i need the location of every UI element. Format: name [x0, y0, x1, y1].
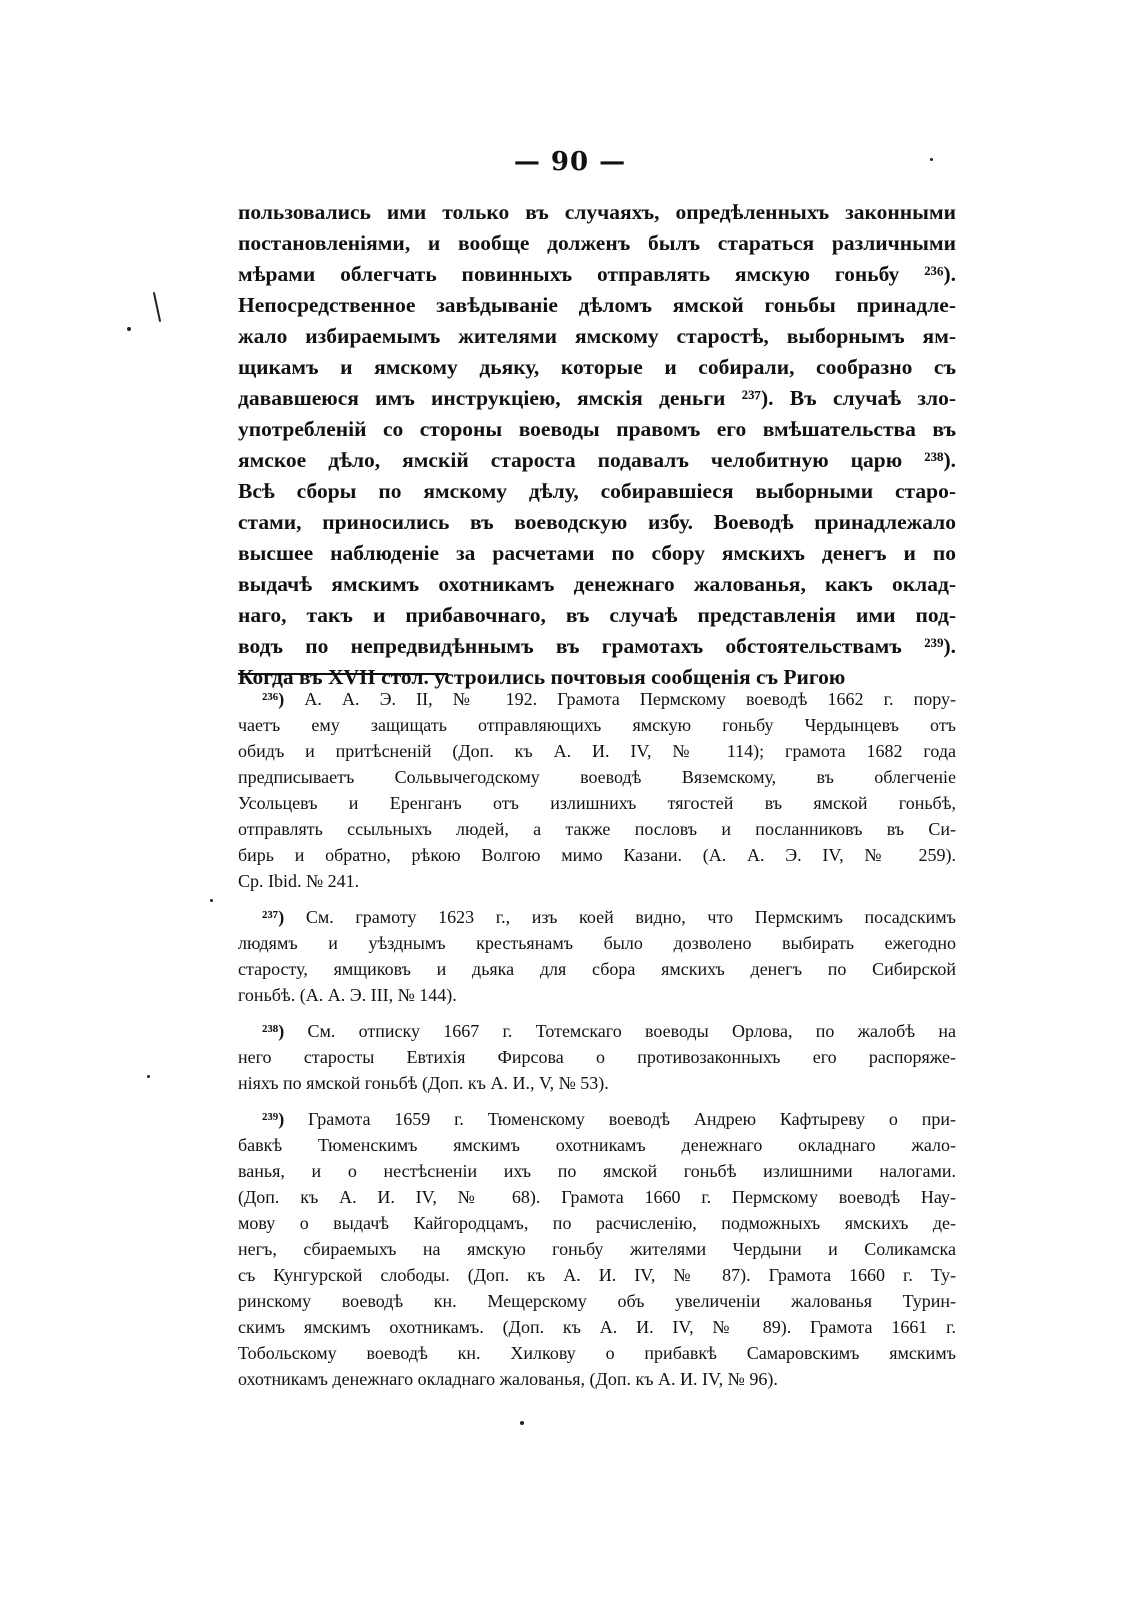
body-text — [238, 197, 956, 693]
scan-mark — [153, 292, 161, 322]
footnote-line: ніяхъ по ямской гоньбѣ (Доп. къ А. И., V, № 53). — [238, 1073, 609, 1093]
footnotes — [238, 686, 956, 1402]
footnote-line — [238, 686, 956, 712]
footnote-239 — [238, 1106, 956, 1392]
footnote-text: См. отписку 1667 г. Тотемскаго воеводы Орлова, по жалобѣ на — [307, 1021, 956, 1041]
footnote-line: людямъ и уѣзднымъ крестьянамъ было дозволено выбирать ежегодно — [238, 933, 956, 953]
scan-speck — [147, 1075, 150, 1078]
scan-speck — [210, 899, 213, 902]
body-line: щикамъ и ямскому дьяку, которые и собирали, сообразно съ — [238, 355, 956, 379]
footnote-line: ванья, и о нестѣсненіи ихъ по ямской гоньбѣ излишними налогами. — [238, 1161, 956, 1181]
page-number: — 90 — — [513, 147, 627, 177]
footnote-line: мову о выдачѣ Кайгородцамъ, по расчисленію, подможныхъ ямскихъ де- — [238, 1213, 956, 1233]
footnote-line: ринскому воеводѣ кн. Мещерскому объ увеличеніи жалованья Турин- — [238, 1291, 956, 1311]
body-line: выдачѣ ямскимъ охотникамъ денежнаго жалованья, какъ оклад- — [238, 572, 956, 596]
footnote-line: съ Кунгурской слободы. (Доп. къ А. И. IV, № 87). Грамота 1660 г. Ту- — [238, 1265, 956, 1285]
footnote-marker: ²³⁶) — [262, 689, 285, 709]
body-line: жало избираемымъ жителями ямскому старостѣ, выборнымъ ям- — [238, 324, 956, 348]
body-line: постановленіями, и вообще долженъ былъ стараться различными — [238, 231, 956, 255]
footnote-marker: ²³⁷) — [262, 907, 285, 927]
footnote-line — [238, 1018, 956, 1044]
body-line: высшее наблюденіе за расчетами по сбору ямскихъ денегъ и по — [238, 541, 956, 565]
footnote-line: Усольцевъ и Еренганъ отъ излишнихъ тягостей въ ямской гоньбѣ, — [238, 793, 956, 813]
body-line: дававшеюся имъ инструкціею, ямскія деньги ²³⁷). Въ случаѣ зло- — [238, 386, 956, 410]
footnote-line: старосту, ямщиковъ и дьяка для сбора ямскихъ денегъ по Сибирской — [238, 959, 956, 979]
body-line: ямское дѣло, ямскій староста подавалъ челобитную царю ²³⁸). — [238, 448, 956, 472]
footnote-line: бавкѣ Тюменскимъ ямскимъ охотникамъ денежнаго окладнаго жало- — [238, 1135, 956, 1155]
scan-speck — [930, 158, 933, 161]
footnote-line: охотникамъ денежнаго окладнаго жалованья, (Доп. къ А. И. IV, № 96). — [238, 1369, 778, 1389]
footnote-line: (Доп. къ А. И. IV, № 68). Грамота 1660 г. Пермскому воеводѣ Нау- — [238, 1187, 956, 1207]
body-line: употребленій со стороны воеводы правомъ его вмѣшательства въ — [238, 417, 956, 441]
footnote-line: Ср. Ibid. № 241. — [238, 871, 360, 891]
scan-speck — [520, 1421, 524, 1425]
footnote-text: Грамота 1659 г. Тюменскому воеводѣ Андрею Кафтыреву о при- — [307, 1109, 956, 1129]
body-line: Непосредственное завѣдываніе дѣломъ ямской гоньбы принадле- — [238, 293, 956, 317]
footnote-text: А. А. Э. II, № 192. Грамота Пермскому воеводѣ 1662 г. пору- — [304, 689, 956, 709]
body-line: стами, приносились въ воеводскую избу. Воеводѣ принадлежало — [238, 510, 956, 534]
footnote-line: скимъ ямскимъ охотникамъ. (Доп. къ А. И. IV, № 89). Грамота 1661 г. — [238, 1317, 956, 1337]
footnote-line: негъ, сбираемыхъ на ямскую гоньбу жителями Чердыни и Соликамска — [238, 1239, 956, 1259]
footnote-line — [238, 1106, 956, 1132]
footnote-line: предписываетъ Сольвычегодскому воеводѣ Вяземскому, въ облегченіе — [238, 767, 956, 787]
body-line: Когда въ XVII стол. устроились почтовыя сообщенія съ Ригою — [238, 665, 846, 689]
footnote-line: обидъ и притѣсненій (Доп. къ А. И. IV, № 114); грамота 1682 года — [238, 741, 956, 761]
footnote-238 — [238, 1018, 956, 1096]
body-line: наго, такъ и прибавочнаго, въ случаѣ представленія ими под- — [238, 603, 956, 627]
body-line: водъ по непредвидѣннымъ въ грамотахъ обстоятельствамъ ²³⁹). — [238, 634, 956, 658]
footnote-line: отправлять ссыльныхъ людей, а также пословъ и посланниковъ въ Си- — [238, 819, 956, 839]
footnote-line: него старосты Евтихія Фирсова о противозаконныхъ его распоряже- — [238, 1047, 956, 1067]
footnote-line: бирь и обратно, рѣкою Волгою мимо Казани. (А. А. Э. IV, № 259). — [238, 845, 956, 865]
body-line: Всѣ сборы по ямскому дѣлу, собиравшіеся выборными старо- — [238, 479, 956, 503]
footnote-marker: ²³⁸) — [262, 1021, 285, 1041]
footnote-236 — [238, 686, 956, 894]
footnote-line: Тобольскому воеводѣ кн. Хилкову о прибавкѣ Самаровскимъ ямскимъ — [238, 1343, 956, 1363]
scan-speck — [127, 327, 131, 331]
footnote-line — [238, 904, 956, 930]
body-line: мѣрами облегчать повинныхъ отправлять ямскую гоньбу ²³⁶). — [238, 262, 956, 286]
footnote-237 — [238, 904, 956, 1008]
footnote-line: чаетъ ему защищать отправляющихъ ямскую гоньбу Чердынцевъ отъ — [238, 715, 956, 735]
footnote-line: гоньбѣ. (А. А. Э. III, № 144). — [238, 985, 457, 1005]
footnote-text: См. грамоту 1623 г., изъ коей видно, что Пермскимъ посадскимъ — [305, 907, 956, 927]
body-line: пользовались ими только въ случаяхъ, опредѣленныхъ законными — [238, 200, 956, 224]
footnote-rule — [238, 673, 448, 675]
footnote-marker: ²³⁹) — [262, 1109, 285, 1129]
